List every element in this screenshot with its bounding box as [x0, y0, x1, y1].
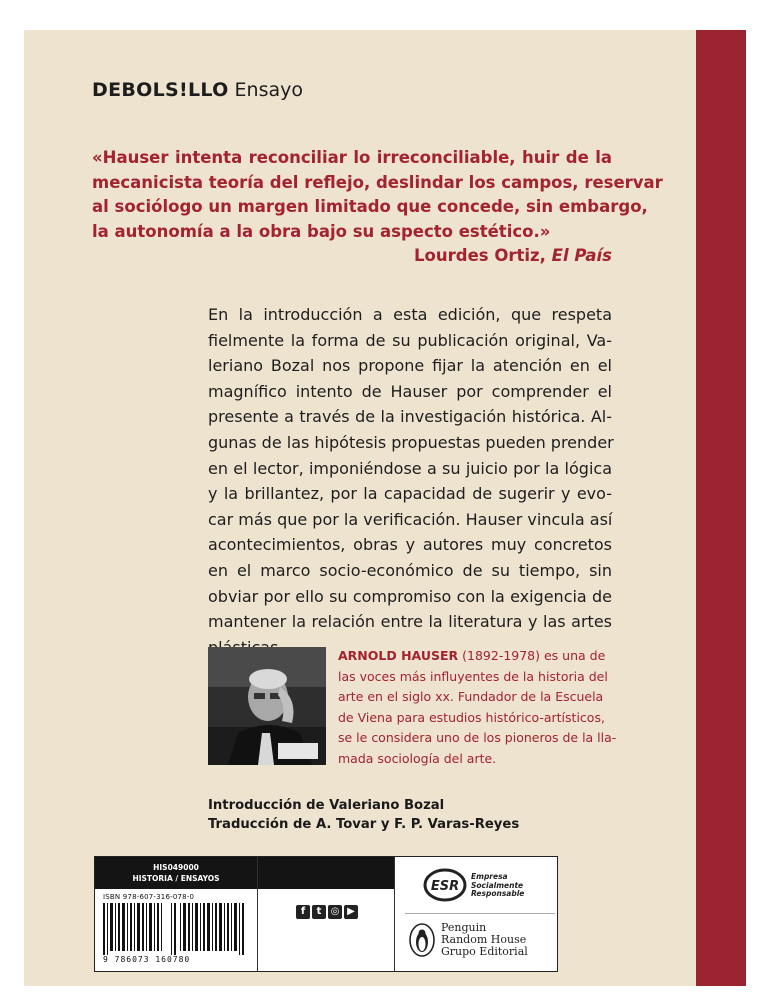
author-name: ARNOLD HAUSER: [338, 648, 459, 663]
esr-label-line: Responsable: [471, 889, 525, 898]
quote-line: mecanicista teoría del reflejo, deslindar los campos, reservar: [92, 172, 663, 192]
esr-label: [471, 873, 524, 899]
credits: [208, 796, 519, 834]
publisher-logo: [92, 79, 303, 101]
quote-line: «Hauser intenta reconciliar lo irreconciliable, huir de la: [92, 148, 612, 167]
logos-section: [395, 857, 557, 971]
synopsis-line: mantener la relación entre la literatura y las artes: [208, 612, 612, 632]
synopsis-line: car más que por la verificación. Hauser vincula así: [208, 509, 613, 529]
bio-line: se le considera uno de los pioneros de la lla-: [338, 730, 617, 745]
quote-author: Lourdes Ortiz,: [414, 246, 546, 265]
author-photo: [208, 647, 326, 765]
synopsis-line: magnífico intento de Hauser por comprender el: [208, 381, 612, 401]
author-portrait-image: [208, 647, 326, 765]
synopsis-line: gunas de las hipótesis propuestas pueden prender: [208, 432, 614, 452]
social-icons: [296, 905, 358, 919]
bio-line: de Viena para estudios histórico-artísticos,: [338, 709, 605, 725]
barcode-digits: 9 786073 160780: [103, 955, 191, 964]
category-label: HISTORIA / ENSAYOS: [132, 874, 220, 883]
prh-label-line: Penguin: [441, 921, 487, 934]
esr-label-line: Socialmente: [471, 880, 524, 890]
synopsis-line: presente a través de la investigación histórica. Al-: [208, 407, 612, 427]
category-code: HIS049000: [153, 863, 199, 872]
penguin-icon: [407, 922, 437, 958]
synopsis-line: en el lector, imponiéndose a su juicio por la lógica: [208, 458, 612, 478]
collection-name: Ensayo: [234, 79, 303, 101]
esr-logo-text: ESR: [430, 879, 460, 894]
synopsis-line: y la brillantez, por la capacidad de sugerir y evo-: [208, 484, 612, 504]
bio-line: arte en el siglo xx. Fundador de la Escuela: [338, 689, 604, 704]
bio-line: mada sociología del arte.: [338, 750, 497, 766]
press-quote: [92, 146, 663, 269]
isbn-text: ISBN 978-607-316-078-0: [103, 893, 195, 901]
bio-line: las voces más influyentes de la historia del: [338, 668, 608, 684]
introduction-credit: Introducción de Valeriano Bozal: [208, 798, 445, 813]
esr-badge: [423, 867, 555, 905]
synopsis-line: leriano Bozal nos propone fijar la atención en el: [208, 356, 612, 376]
prh-label-line: Grupo Editorial: [441, 945, 528, 958]
esr-label-line: Empresa: [471, 872, 508, 881]
author-bio: [338, 646, 616, 769]
prh-label-line: Random House: [441, 933, 527, 946]
blank-band: [258, 857, 394, 889]
synopsis-line: obviar por ello su compromiso con la exigencia de: [208, 586, 612, 606]
synopsis-line: En la introducción a esta edición, que respeta: [208, 305, 612, 324]
spine-strip: [696, 30, 746, 986]
synopsis-line: en el marco socio-económico de su tiempo, sin: [208, 560, 612, 580]
social-section: [258, 857, 395, 971]
bio-line: [338, 646, 616, 667]
quote-source: El País: [551, 246, 612, 265]
category-band: [95, 857, 257, 889]
facebook-icon: f: [296, 905, 310, 919]
esr-logo-icon: [423, 867, 467, 903]
barcode-section: [95, 857, 258, 971]
twitter-icon: t: [312, 905, 326, 919]
prh-label: [441, 922, 528, 958]
youtube-icon: ▶: [344, 905, 358, 919]
quote-line: al sociólogo un margen limitado que concede, sin embargo,: [92, 197, 648, 216]
synopsis: [208, 302, 612, 660]
prh-logo: [405, 913, 555, 964]
synopsis-line: acontecimientos, obras y autores muy concretos: [208, 535, 612, 555]
quote-attribution: [92, 244, 612, 269]
synopsis-line: fielmente la forma de su publicación original, Va-: [208, 330, 612, 350]
author-dates: (1892-1978) es una de: [458, 648, 606, 663]
barcode-icon: [101, 903, 251, 955]
barcode-panel: [94, 856, 558, 972]
quote-line: la autonomía a la obra bajo su aspecto estético.»: [92, 221, 551, 241]
instagram-icon: ◎: [328, 905, 342, 919]
translation-credit: Traducción de A. Tovar y F. P. Varas-Reyes: [208, 817, 520, 832]
brand-name: DEBOLS!LLO: [92, 79, 229, 101]
